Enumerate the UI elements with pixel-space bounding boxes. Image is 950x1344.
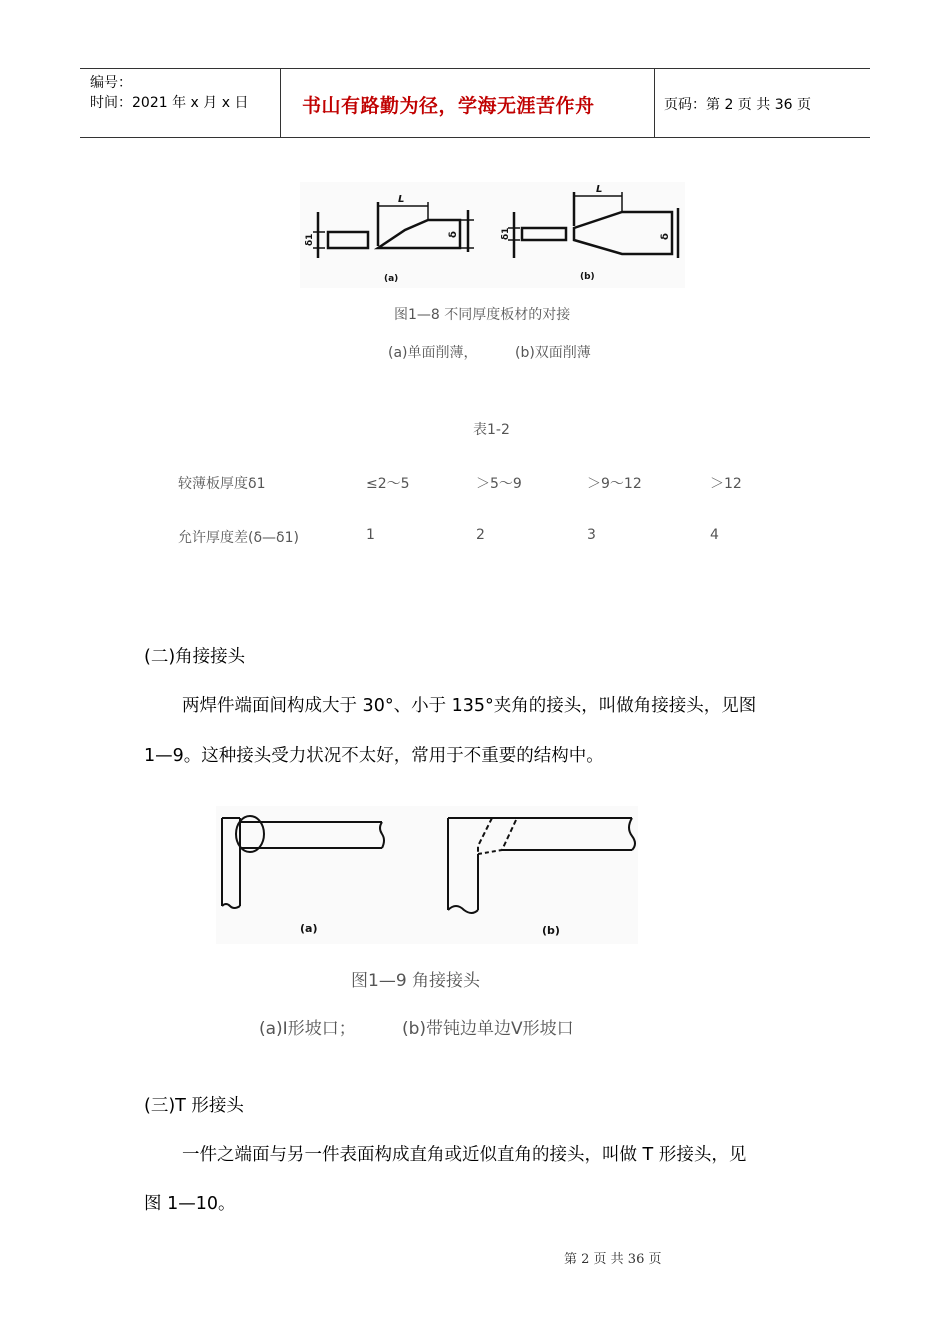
figure-1-8a-label: (a) — [384, 274, 399, 284]
header-page-label: 页码：第 2 页 共 36 页 — [664, 97, 811, 113]
section-3-heading: (三)T 形接头 — [144, 1096, 244, 1116]
figure-1-8a-dim-delta1: δ1 — [305, 233, 315, 246]
header-number-label: 编号： — [90, 75, 132, 91]
figure-1-8a-dim-L: L — [398, 194, 405, 205]
page-header — [80, 68, 870, 138]
figure-1-8b-dim-delta1: δ1 — [501, 227, 511, 240]
header-meta — [90, 73, 248, 113]
figure-1-8-background — [300, 182, 685, 288]
figure-1-8a-dim-delta: δ — [448, 231, 459, 238]
header-divider-left — [280, 69, 281, 137]
figure-1-8-subcaption-b: (b)双面削薄 — [515, 345, 591, 361]
page-footer: 第 2 页 共 36 页 — [564, 1252, 662, 1267]
table-cell: ＞5～9 — [476, 476, 522, 492]
table-1-2-title: 表1-2 — [473, 422, 510, 438]
figure-1-8b-dim-delta: δ — [660, 233, 671, 240]
table-cell: 1 — [366, 527, 375, 543]
figure-1-8-drawing — [300, 182, 685, 288]
header-time-label: 时间：2021 年 x 月 x 日 — [90, 95, 249, 111]
figure-1-9-caption: 图1—9 角接接头 — [351, 971, 481, 991]
table-row-label: 允许厚度差(δ—δ1) — [178, 530, 299, 546]
figure-1-8-subcaption-a: (a)单面削薄， — [388, 345, 478, 361]
figure-1-9-subcaption-a: (a)I形坡口； — [259, 1019, 356, 1039]
section-3-paragraph-line2: 图 1—10。 — [144, 1194, 236, 1214]
figure-1-8b-dim-L: L — [596, 184, 603, 195]
table-cell: 4 — [710, 527, 719, 543]
table-cell: ＞9～12 — [587, 476, 642, 492]
table-cell: ＞12 — [710, 476, 742, 492]
figure-1-9-background — [216, 806, 638, 944]
figure-1-9a-label: (a) — [300, 922, 318, 935]
header-divider-right — [654, 69, 655, 137]
section-2-paragraph-line1: 两焊件端面间构成大于 30°、小于 135°夹角的接头，叫做角接接头，见图 — [182, 696, 757, 716]
table-row-label: 较薄板厚度δ1 — [178, 476, 266, 492]
section-3-paragraph-line1: 一件之端面与另一件表面构成直角或近似直角的接头，叫做 T 形接头，见 — [182, 1145, 747, 1165]
figure-1-9-subcaption-b: (b)带钝边单边V形坡口 — [402, 1019, 574, 1039]
section-2-heading: (二)角接接头 — [144, 647, 246, 667]
table-cell: ≤2～5 — [366, 476, 410, 492]
table-cell: 2 — [476, 527, 485, 543]
section-2-paragraph-line2: 1—9。这种接头受力状况不太好，常用于不重要的结构中。 — [144, 746, 604, 766]
figure-1-8-caption: 图1—8 不同厚度板材的对接 — [394, 307, 571, 323]
table-cell: 3 — [587, 527, 596, 543]
header-motto: 书山有路勤为径，学海无涯苦作舟 — [302, 95, 595, 117]
figure-1-9-drawing — [216, 806, 638, 944]
figure-1-8b-label: (b) — [580, 272, 595, 282]
figure-1-9b-label: (b) — [542, 924, 560, 937]
